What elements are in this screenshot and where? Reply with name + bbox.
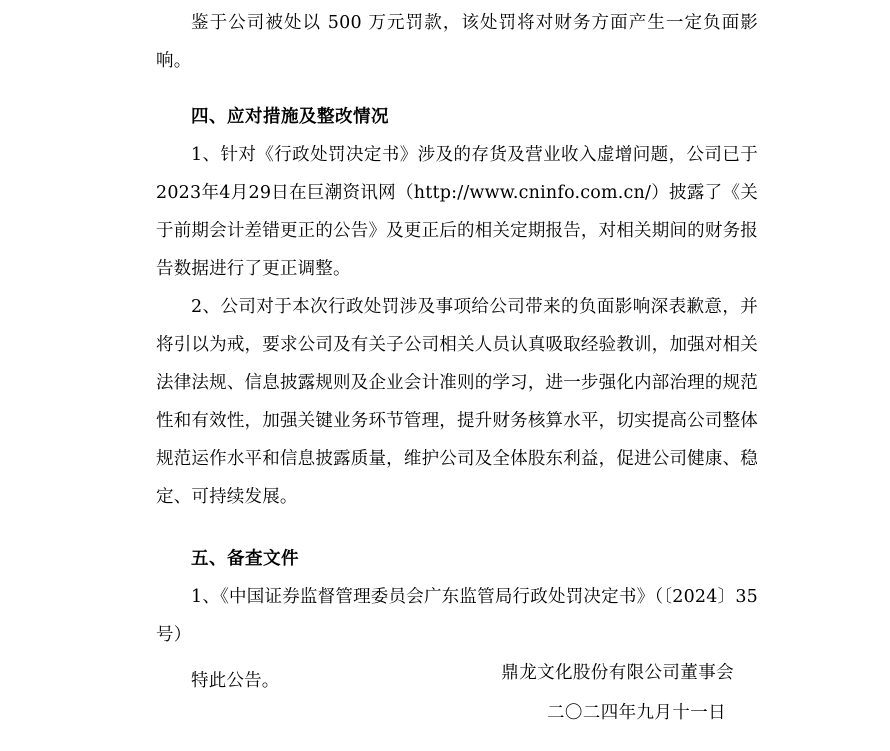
- section-spacer: [156, 80, 758, 88]
- paragraph-section-five-notice: 特此公告。: [191, 671, 280, 691]
- heading-section-four: 四、应对措施及整改情况: [191, 107, 389, 127]
- paragraph-section-four-item-2: 2、公司对于本次行政处罚涉及事项给公司带来的负面影响深表歉意，并将引以为戒，要求公司及有关子公司相关人员认真吸取经验教训，加强对相关法律法规、信息披露规则及企业会计准则的学习，进一步强化内部治理的规范性和有效性，加强关键业务环节管理，提升财务核算水平，切实提高公司整体规范运作水平和信息披露质量，维护公司及全体股东利益，促进公司健康、稳定、可持续发展。: [156, 297, 758, 507]
- paragraph-section-four-item-1: 1、针对《行政处罚决定书》涉及的存货及营业收入虚增问题，公司已于2023年4月29日在巨潮资讯网（http://www.cninfo.com.cn/）披露了《关于前期会计差错更正的公告》及更正后的相关定期报告，对相关期间的财务报告数据进行了更正调整。: [156, 145, 758, 279]
- signature-company: 鼎龙文化股份有限公司董事会: [501, 663, 734, 683]
- paragraph-section-five-item-1: 1、《中国证券监督管理委员会广东监管局行政处罚决定书》（〔2024〕35号）: [156, 587, 758, 645]
- heading-section-five: 五、备查文件: [191, 549, 299, 569]
- signature-date: 二〇二四年九月十一日: [547, 703, 726, 723]
- signature-block: [258, 653, 758, 733]
- section-spacer-two: [156, 516, 758, 530]
- paragraph-fine-impact: 鉴于公司被处以 500 万元罚款，该处罚将对财务方面产生一定负面影响。: [156, 13, 758, 71]
